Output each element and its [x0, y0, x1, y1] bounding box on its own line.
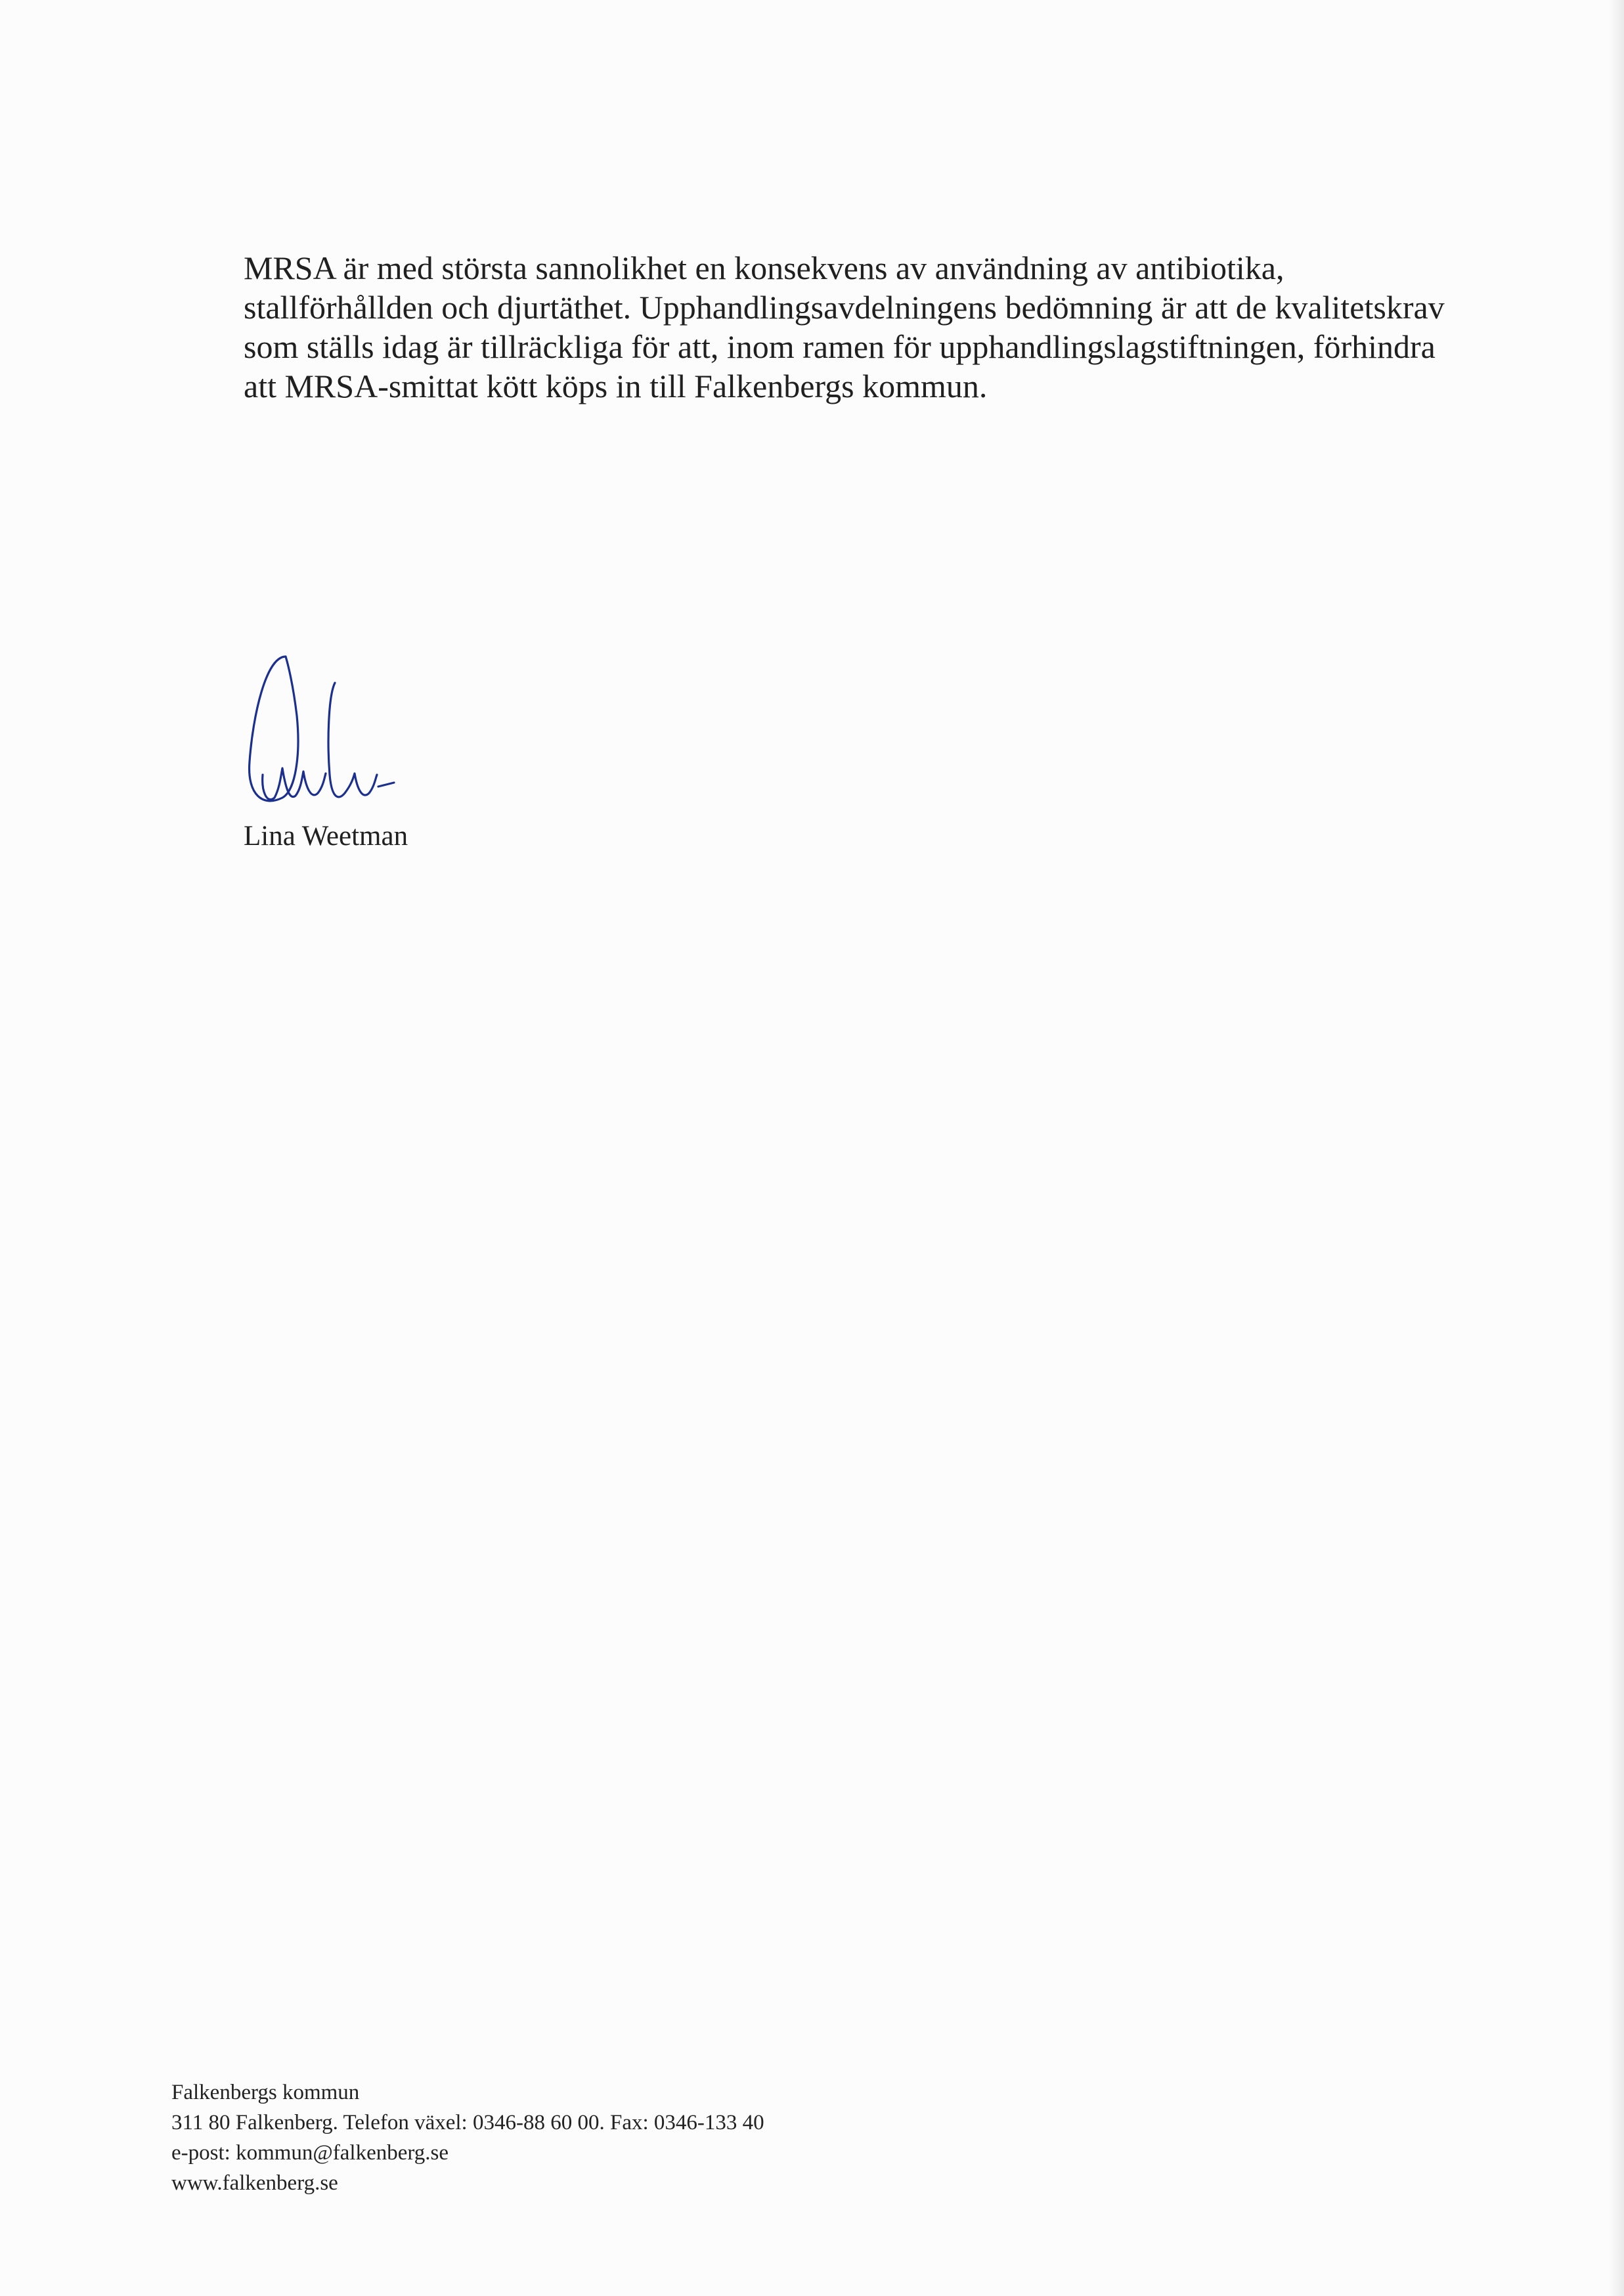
footer-organization: Falkenbergs kommun	[171, 2081, 360, 2104]
footer-address: 311 80 Falkenberg. Telefon växel: 0346-88 60 00. Fax: 0346-133 40	[171, 2111, 764, 2134]
signer-name: Lina Weetman	[244, 821, 408, 852]
footer-email: e-post: kommun@falkenberg.se	[171, 2141, 449, 2165]
footer-website: www.falkenberg.se	[171, 2171, 338, 2195]
scan-edge-shadow	[1610, 0, 1624, 2296]
letterhead-footer	[171, 2077, 764, 2198]
handwritten-signature	[230, 643, 453, 840]
body-paragraph: MRSA är med största sannolikhet en konsekvens av användning av antibiotika, stallförhållden och djurtäthet. Upphandlingsavdelningens bedömning är att de kvalitetskrav som ställs idag är tillräckliga för att, inom ramen för upphandlingslagstiftningen, förhindra att MRSA-smittat kött köps in till Falkenbergs kommun.	[244, 249, 1445, 404]
